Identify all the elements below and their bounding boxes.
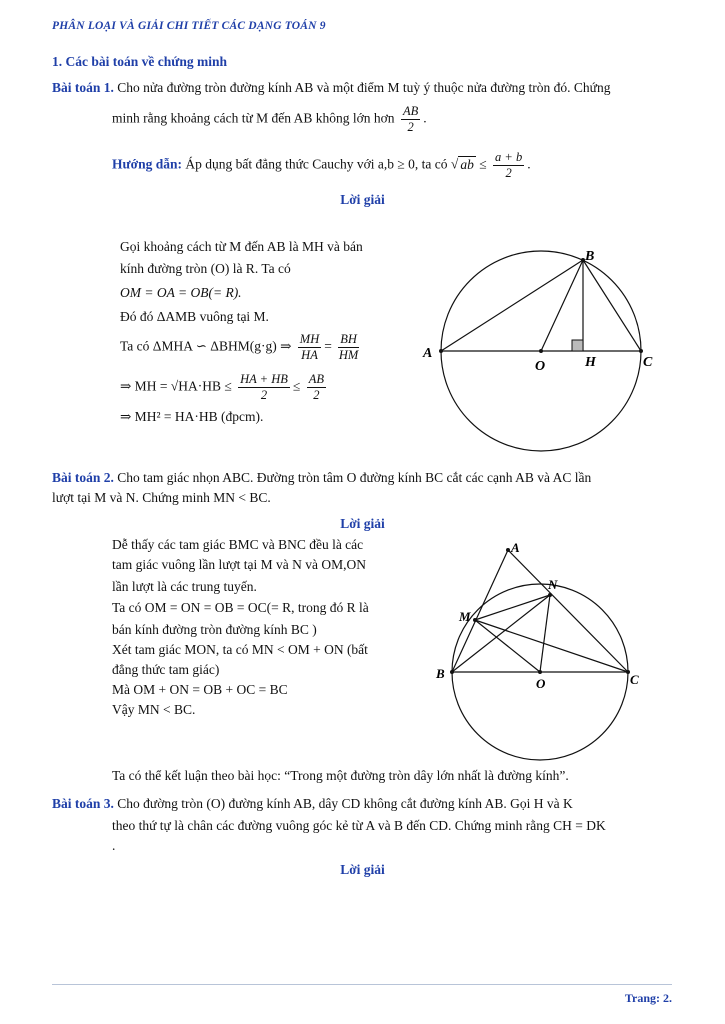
problem-3-text-1: Cho đường tròn (O) đường kính AB, dây CD không cắt đường kính AB. Gọi H và K [117,796,573,811]
problem-1-line-1 [52,78,610,98]
hint-text: Áp dụng bất đẳng thức Cauchy với a,b ≥ 0, ta có [185,156,448,172]
problem-1-label: Bài toán 1. [52,80,114,95]
p2-sol-line-6: Xét tam giác MON, ta có MN < OM + ON (bất [112,642,368,657]
fig1-label-B: B [585,249,595,264]
p1-sol-frac-4: $\frac{AB}{2}$ [308,372,324,402]
p1-sol-line-5-text: Ta có ΔMHA ∽ ΔBHM(g·g) ⇒ [120,338,292,354]
fig1-label-O: O [535,359,546,374]
fig2-line-BN [452,595,550,672]
fig2-label-M: M [459,609,471,624]
p2-sol-line-7: đẳng thức tam giác) [112,662,220,677]
fig2-point-O [538,670,542,674]
p2-sol-line-5: bán kính đường tròn đường kính BC ) [112,622,317,637]
fig1-label-H: H [585,355,596,370]
p1-sol-line-4: Đó đó ΔAMB vuông tại M. [120,309,269,324]
problem-2-label: Bài toán 2. [52,470,114,485]
p1-sol-line-2: kính đường tròn (O) là R. Ta có [120,261,291,276]
problem-2-line-1 [52,468,591,488]
hint-fraction: $\frac{a + b}{2}$ [495,150,523,180]
fig2-line-MC [475,620,628,672]
problem-1-text-2: minh rằng khoảng cách từ M đến AB không lớn hơn [112,110,395,126]
p2-sol-line-4: Ta có OM = ON = OB = OC(= R, trong đó R là [112,600,369,615]
fig2-label-N: N [548,577,558,592]
p1-sol-line-6-text: ⇒ MH = √HA·HB ≤ [120,378,232,394]
p1-sol-line-6: ⇒ MH = √HA·HB ≤ $\frac{HA + HB}{2}$ ≤ $\frac{AB}{2}$ [120,372,324,402]
fig1-label-C: C [643,355,653,370]
section-title: 1. Các bài toán về chứng minh [52,54,227,69]
hint-label: Hướng dẫn: [112,156,182,172]
problem-3-label: Bài toán 3. [52,796,114,811]
hint-sqrt: ab [460,156,474,172]
p1-sol-line-3: OM = OA = OB(= R). [120,285,242,300]
problem-3-solution-title: Lời giải [340,862,385,877]
footer-divider [52,984,672,985]
fig2-point-N [548,593,552,597]
p2-conclusion: Ta có thể kết luận theo bài học: “Trong một đường tròn dây lớn nhất là đường kính”. [112,768,569,783]
p1-sol-frac-1: $\frac{MH}{HA}$ [299,332,320,362]
fig1-point-A [439,349,443,353]
problem-1-fraction: $\frac{AB}{2}$ [402,104,419,134]
fig2-label-C: C [630,672,639,687]
fig1-label-A: A [423,346,433,361]
p1-sol-frac-2: $\frac{BH}{HM}$ [338,332,359,362]
problem-3-line-1 [52,794,573,814]
problem-3-line-3: . [112,838,116,853]
p2-sol-line-8: Mà OM + ON = OB + OC = BC [112,682,288,697]
problem-2-line-2: lượt tại M và N. Chứng minh MN < BC. [52,490,271,505]
fig2-line-NO [540,595,550,672]
fig2-label-A: A [511,540,520,555]
fig1-line-BC [583,260,641,351]
p1-sol-line-1: Gọi khoảng cách từ M đến AB là MH và bán [120,239,363,254]
p1-sol-line-5: Ta có ΔMHA ∽ ΔBHM(g·g) ⇒ $\frac{MH}{HA}$ = $\frac{BH}{HM}$ [120,332,359,362]
page-number: Trang: 2. [624,991,672,1005]
fig2-point-M [473,618,477,622]
fig1-right-angle-mark [572,340,583,351]
figure-1-semicircle [415,240,665,455]
problem-1-solution-title: Lời giải [340,192,385,207]
p2-sol-line-1: Dễ thấy các tam giác BMC và BNC đều là các [112,537,364,552]
fig2-point-A [506,548,510,552]
fig1-point-C [639,349,643,353]
p1-sol-line-7: ⇒ MH² = HA·HB (đpcm). [120,409,264,424]
problem-1-line-2: minh rằng khoảng cách từ M đến AB không lớn hơn $\frac{AB}{2}$ . [112,104,427,134]
problem-2-solution-title: Lời giải [340,516,385,531]
problem-1-text-1: Cho nửa đường tròn đường kính AB và một điểm M tuỳ ý thuộc nửa đường tròn đó. Chứng [117,80,611,95]
fig2-line-AC [508,550,628,672]
problem-3-line-2: theo thứ tự là chân các đường vuông góc kẻ từ A và B đến CD. Chứng minh rằng CH = DK [112,818,606,833]
p1-sol-frac-3: $\frac{HA + HB}{2}$ [240,372,288,402]
fig2-label-O: O [536,676,546,691]
fig2-label-B: B [436,666,445,681]
running-header: PHÂN LOẠI VÀ GIẢI CHI TIẾT CÁC DẠNG TOÁN 9 [52,20,326,32]
fig2-point-B [450,670,454,674]
p2-sol-line-2: tam giác vuông lần lượt tại M và N và OM,ON [112,557,367,572]
p2-sol-line-3: lần lượt là các trung tuyến. [112,579,257,594]
figure-2-triangle-circle [430,540,650,765]
problem-2-text-1: Cho tam giác nhọn ABC. Đường tròn tâm O đường kính BC cắt các cạnh AB và AC lần [117,470,592,485]
p2-sol-line-9: Vậy MN < BC. [112,702,196,717]
problem-1-hint: Hướng dẫn: Áp dụng bất đẳng thức Cauchy với a,b ≥ 0, ta có √ ab ≤ $\frac{a + b}{2}$ . [112,150,531,180]
fig1-point-O [539,349,543,353]
